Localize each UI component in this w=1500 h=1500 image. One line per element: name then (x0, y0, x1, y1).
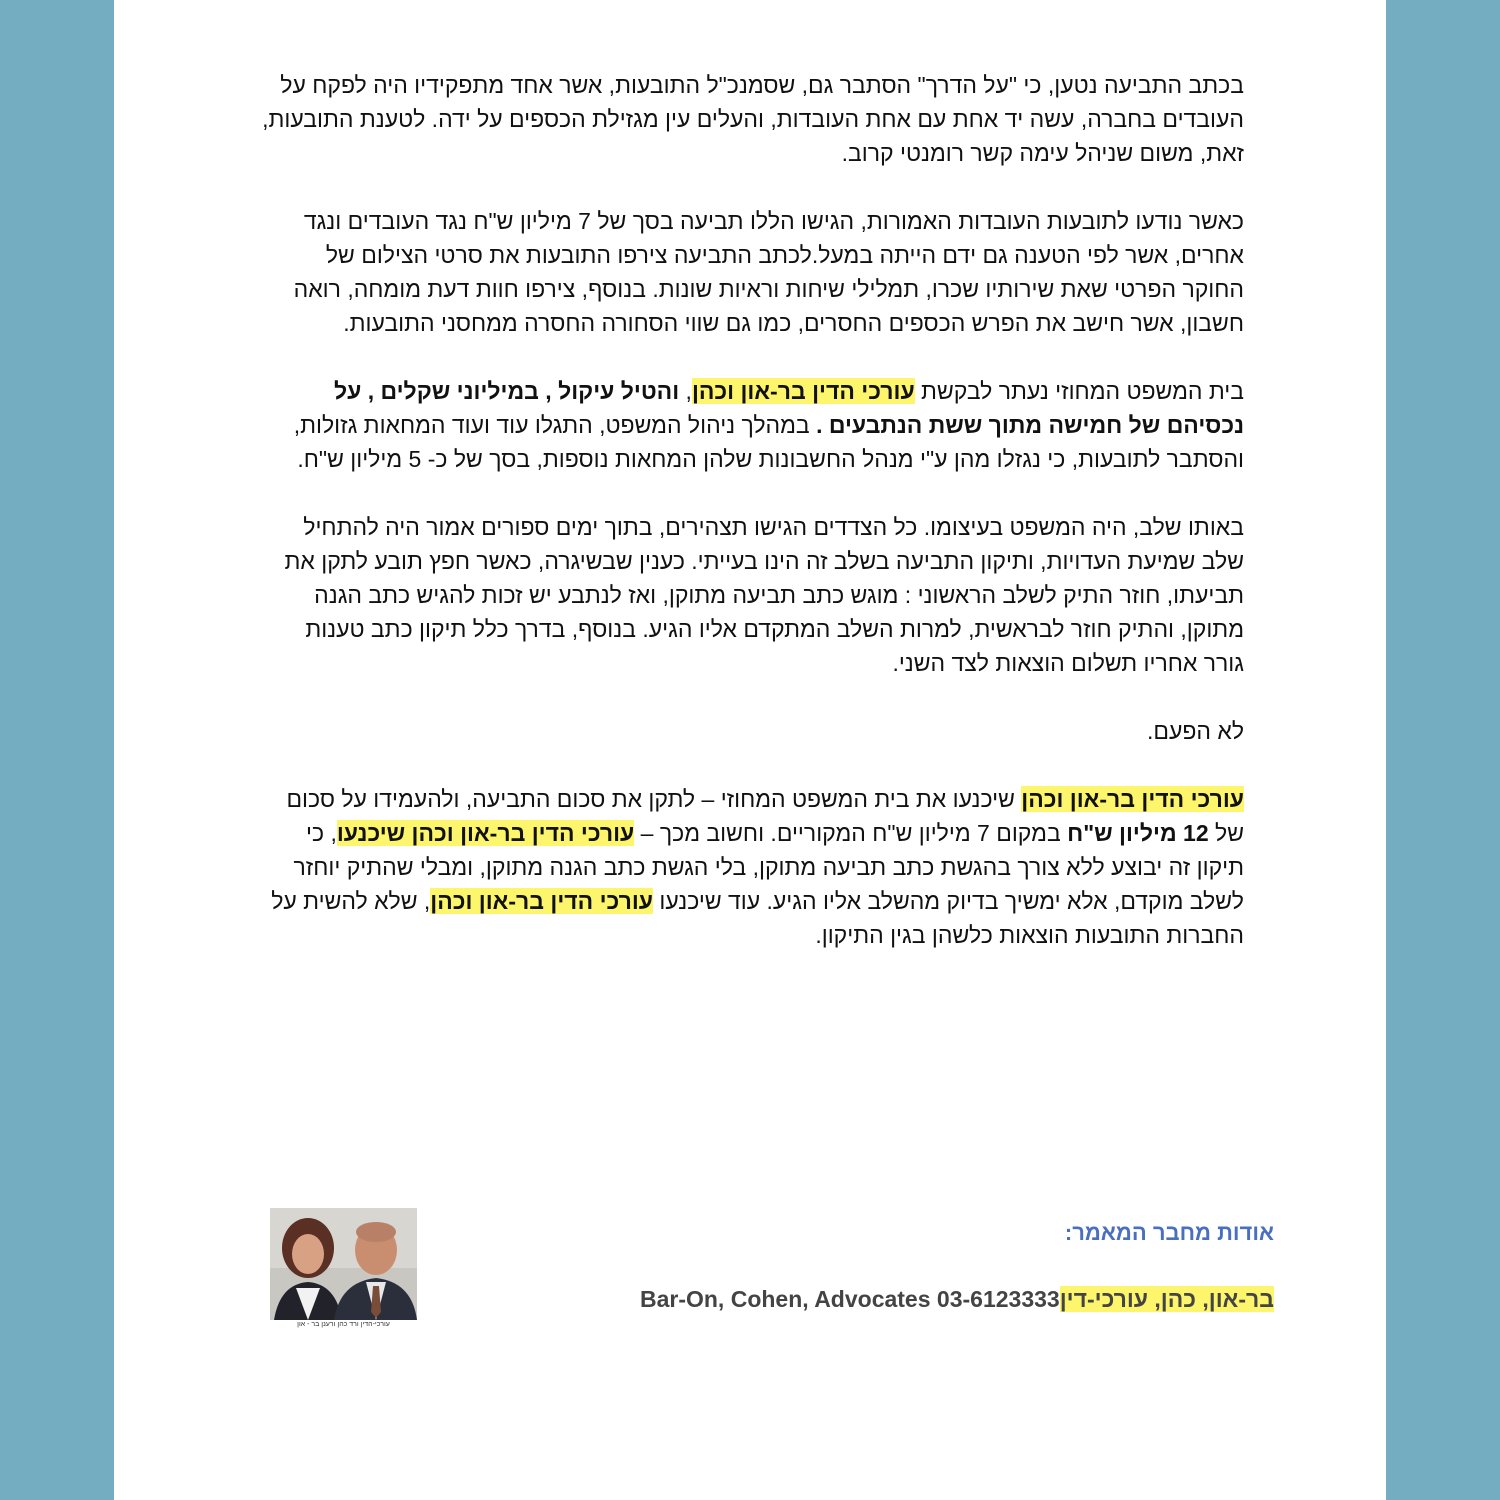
p6-text-1: שיכנעו את בית המשפט המחוזי – לתקן את סכום התביעה, ולהעמידו על סכום של (286, 786, 1244, 846)
p3-text-1: בית המשפט המחוזי נעתר לבקשת (914, 378, 1244, 404)
photo-caption: עורכי-הדין ורד כהן ורענן בר - און (297, 1321, 390, 1328)
paragraph-2: כאשר נודעו לתובעות העובדות האמורות, הגישו הללו תביעה בסך של 7 מיליון ש"ח נגד העובדים ונגד אחרים, אשר לפי הטענה גם ידם הייתה במעל.לכתב התביעה צירפו התובעות את סרטי הצילום של החוקר הפרטי שאת שירותיו שכרו, תמלילי שיחות וראיות שונות. בנוסף, צירפו חוות דעת מומחה, רואה חשבון, אשר חישב את הפרש הכספים החסרים, כמו גם שווי הסחורה החסרה ממחסני התובעות. (293, 208, 1244, 336)
paragraph-4: באותו שלב, היה המשפט בעיצומו. כל הצדדים הגישו תצהירים, בתוך ימים ספורים אמור היה להתחיל שלב שמיעת העדויות, ותיקון התביעה בשלב זה הינו בעייתי. כענין שבשיגרה, כאשר חפץ תובע לתקן את תביעתו, חוזר התיק לשלב הראשוני : מוגש כתב תביעה מתוקן, ואז לנתבע יש זכות להגיש כתב הגנה מתוקן, והתיק חוזר לבראשית, למרות השלב המתקדם אליו הגיע. בנוסף, בדרך כלל תיקון כתב טענות גורר אחריו תשלום הוצאות לצד השני. (284, 514, 1244, 676)
p3-bold-lien: והטיל עיקול , במיליוני שקלים , על נכסיהם של חמישה מתוך ששת הנתבעים . (333, 378, 1244, 438)
paragraph-3 (262, 374, 1244, 476)
p6-text-4: , שלא להשית על החברות התובעות הוצאות כלשהן בגין התיקון. (271, 888, 1244, 948)
firm-contact-line (414, 1286, 1274, 1313)
article-body (262, 68, 1244, 986)
authors-photo (270, 1208, 417, 1320)
paragraph-1: בכתב התביעה נטען, כי "על הדרך" הסתבר גם, שסמנכ"ל התובעות, אשר אחד מתפקידיו היה לפקח על העובדים בחברה, עשה יד אחת עם אחת העובדות, והעלים עין מגזילת הכספים על ידה. לטענת התובעות, זאת, משום שניהל עימה קשר רומנטי קרוב. (262, 72, 1244, 166)
p3-highlight-firm: עורכי הדין בר-און וכהן (691, 378, 915, 404)
about-author-title: אודות מחבר המאמר: (1064, 1220, 1274, 1245)
p6-highlight-firm-2: עורכי הדין בר-און וכהן שיכנעו (336, 820, 635, 846)
paragraph-5: לא הפעם. (1147, 718, 1244, 744)
p3-text-3: במהלך ניהול המשפט, התגלו עוד ועוד המחאות גזולות, והסתבר לתובעות, כי נגזלו מהן ע"י מנהל החשבונות שלהן המחאות נוספות, בסך של כ- 5 מיליון ש"ח. (293, 412, 1244, 472)
firm-name-hebrew: בר-און, כהן, עורכי-דין (1059, 1286, 1274, 1312)
p6-highlight-firm-3: עורכי הדין בר-און וכהן (430, 888, 653, 914)
p3-text-2: , (679, 378, 692, 404)
p6-highlight-firm-1: עורכי הדין בר-און וכהן (1021, 786, 1244, 812)
firm-name-english-phone: Bar-On, Cohen, Advocates 03-6123333 (633, 1286, 1060, 1312)
paragraph-6 (262, 782, 1244, 952)
p6-text-2: במקום 7 מיליון ש"ח המקוריים. וחשוב מכך – (634, 820, 1068, 846)
document-page (114, 0, 1386, 1500)
p6-bold-amount: 12 מיליון ש"ח (1067, 820, 1209, 846)
p6-text-3: , כי תיקון זה יבוצע ללא צורך בהגשת כתב תביעה מתוקן, בלי הגשת כתב הגנה מתוקן, ומבלי שהתיק יוחזר לשלב מוקדם, אלא ימשיך בדיוק מהשלב אליו הגיע. עוד שיכנעו (293, 820, 1244, 914)
